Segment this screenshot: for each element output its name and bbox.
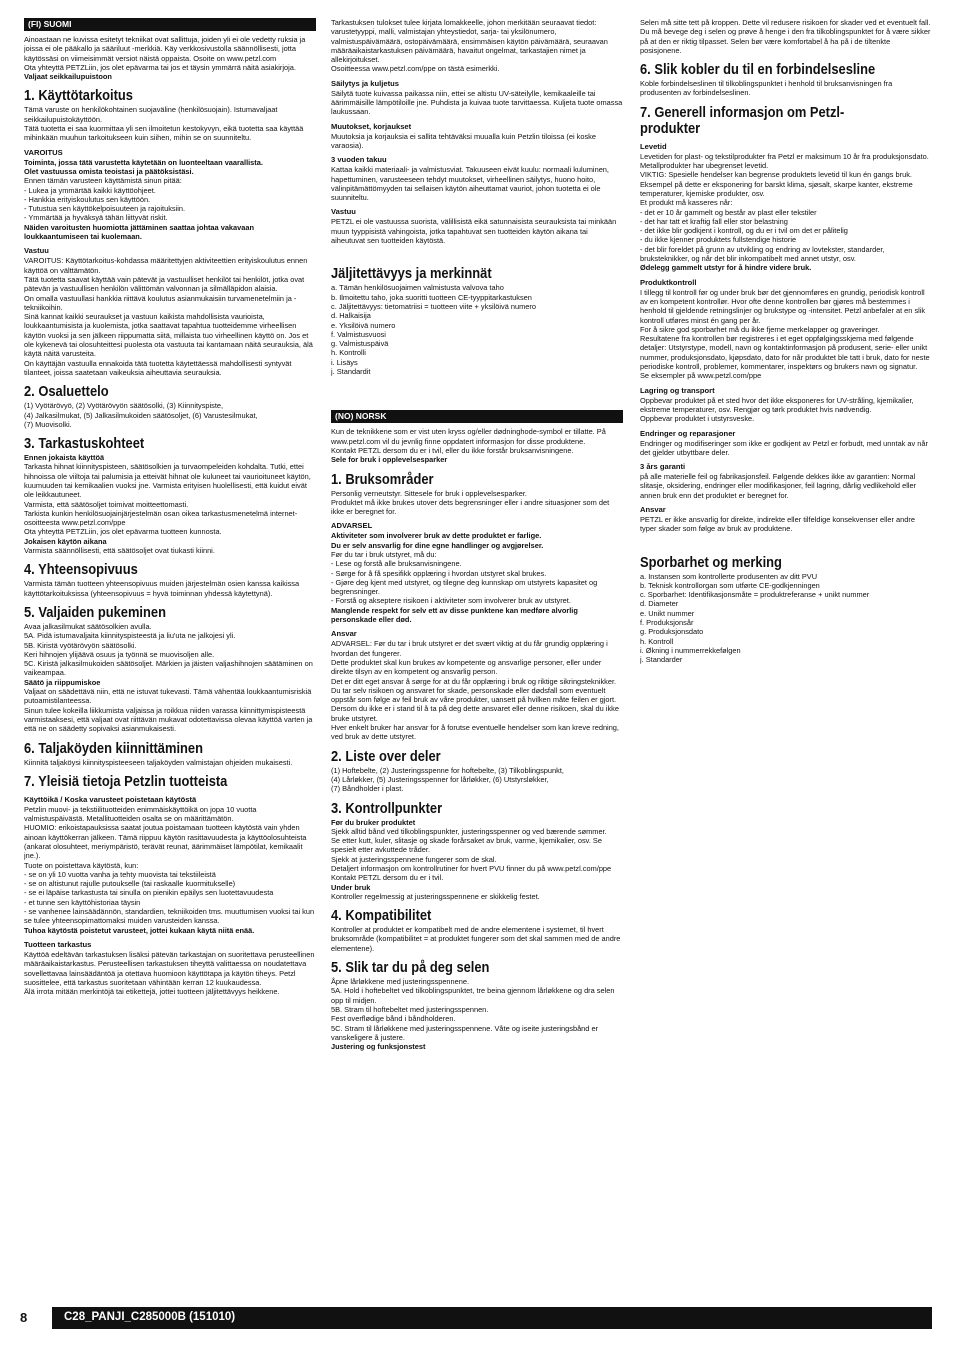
text-levetid: Levetiden for plast- og tekstilprodukter fra Petzl er maksimum 10 år fra produksjonsdato. Metallprodukter har ubegrenset levetid. VIKTIG: Spesielle hendelser kan begrense produktets levetid til kun én gangs bruk. Eksempel på dette er eksponering for barskt klima, sjøsalt, skarpe kanter, ekstreme temperaturer, kjemiske produkter, osv. Et produkt må kasseres når: - det er 10 år gammelt og består av plast eller tekstiler - det har tatt et kraftig fall eller stor belastning - det ikke blir godkjent i kontroll, og du er i tvil om det er pålitelig - du ikke kjenner produktets fullstendige historie - det blir foreldet på grunn av utvikling og endring av lovtekster, standarder, bruksteknikker, og når det blir inkompatibelt med annet utstyr, osv. — [640, 151, 929, 264]
text-ansvar-no: PETZL er ikke ansvarlig for direkte, indirekte eller tilfeldige konsekvenser eller andre typer skader som følge av bruk av produktene. — [640, 514, 915, 534]
text-vastuu: VAROITUS: Käyttötarkoitus-kohdassa määritettyjen aktiviteettien erityiskoulutus ennen käyttöä on välttämätön. Tätä tuotetta saavat käyttää vain pätevät ja vastuulliset henkilöt tai henkilöt, jotka ovat pätevän ja vastuullisen henkilön välittömän valvonnan ja silmälläpidon alaisia. On omalla vastuullasi hankkia riittävä koulutus asianmukaisiin turvamenetelmiin ja -tekniikoihin. Sinä kannat kaikki seuraukset ja vastuun kaikista mahdollisista vaurioista, loukkaantumisista ja kuolemista, jotka saattavat tapahtua tuotteidemme virheellisen käytön vuoksi ja sen jälkeen riippumatta siitä, millaista tuo virheellinen käyttö on. Jos et ole kykenevä tai olosuhteittesi puolesta ota vastuuta tai kantamaan näitä seurauksia, älä käytä näitä varusteita. On käyttäjän vastuulla ennakoida tätä tuotetta käytettäessä mahdollisesti syntyvät tilanteet, joissa saatetaan vaikeuksia aiheuttavia seurauksia. — [24, 256, 313, 377]
intro-bold: Valjaat seikkailupuistoon — [24, 72, 112, 82]
text-tuotteen-tarkastus: Käyttöä edeltävän tarkastuksen lisäksi pätevän tarkastajan on suoritettava perusteellinen määräaikaistarkastus. Perusteellisen tarkastuksen tiheyttä valittaessa on noudatettava sovellettavaa lainsäädäntöä ja otettava huomioon käyttötapa ja käytön tiheys. Petzl suosittelee, että tarkastus suoritetaan vähintään kerran 12 kuukaudessa. Älä irrota mitään merkintöjä tai etikettejä, jottei tuotteen jäljitettävyys heikkene. — [24, 949, 315, 997]
page-footer — [20, 1307, 932, 1329]
subheading-levetid: Levetid — [640, 141, 667, 151]
heading-kayttotarkoitus: 1. Käyttötarkoitus — [24, 87, 133, 105]
subheading-advarsel: ADVARSEL — [331, 521, 373, 531]
bold-saato: Säätö ja riippumiskoe — [24, 677, 101, 687]
text-valjaiden-pukeminen: Avaa jalkasilmukat säätösolkien avulla. 5A. Pidä istumavaljaita kiinnityspisteestä ja liu'uta ne jalkojesi yli. 5B. Kiristä vyötärövyön säätösolki. Keri hihnojen ylijäävä osuus ja työnnä se muovisoljen alle. 5C. Kiristä jalkasilmukoiden säätösoljet. Märkien ja jäisten valjashihnojen säätäminen on vaikeampaa. — [24, 621, 313, 678]
section-band-norsk: (NO) NORSK — [331, 410, 623, 423]
intro-bold-no: Sele for bruk i opplevelsesparker — [331, 455, 448, 465]
heading-tarkastuskohteet: 3. Tarkastuskohteet — [24, 435, 145, 453]
text-tarkastuksen-tulokset: Tarkastuksen tulokset tulee kirjata lomakkeelle, johon merkitään seuraavat tiedot: varustetyyppi, malli, valmistajan yhteystiedot, sarja- tai yksilönumero, valmistuspäivämäärä, ostopäivämäärä, ensimmäisen käytön päivämäärä, seuraavan määräaikaistarkastuksen päivämäärä, havaitut ongelmat, tarkastajien nimet ja allekirjoitukset. Osoitteessa www.petzl.com/ppe on tästä esimerkki. — [331, 18, 608, 74]
text-sailytys: Säilytä tuote kuivassa paikassa niin, ettei se altistu UV-säteilylle, kemikaaleille tai äärimmäisille lämpötiloille jne. Puhdista ja kuivaa tuote tarvittaessa. Kuljeta tuote omassa laukussaan. — [331, 88, 623, 117]
column-finnish — [24, 18, 316, 1293]
bold-ennen-kayttoa: Ennen jokaista käyttöä — [24, 453, 105, 463]
bold-justering: Justering og funksjonstest — [331, 1042, 426, 1052]
subheading-vastuu: Vastuu — [24, 246, 49, 256]
bold-tuhoa: Tuhoa käytöstä poistetut varusteet, jottei kukaan käytä niitä enää. — [24, 925, 255, 935]
text-selen: Selen må sitte tett på kroppen. Dette vil redusere risikoen for skader ved et eventuelt fall. Du må bevege deg i selen og prøve å henge i den fra tilkoblingspunktet for å være sikker på at den er riktig tilpasset. Selen bør være komfortabel å ha på i de tiltenkte posisjonene. — [640, 18, 931, 55]
section-band-finnish: (FI) SUOMI — [24, 18, 316, 31]
heading-forbindelsesline: 6. Slik kobler du til en forbindelsesline — [640, 61, 876, 79]
bold-for-bruk: Før du bruker produktet — [331, 817, 416, 827]
heading-slik-tar-du-pa: 5. Slik tar du på deg selen — [331, 959, 490, 977]
intro-text: Ainoastaan ne kuvissa esitetyt tekniikat ovat sallittuja, joiden yli ei ole vedetty ruksia ja joissa ei ole pääkallo ja sääriluut -merkkiä. Käy verkkosivustolla säännöllisesti, jotta käytössäsi on viimeisimmät versiot näistä oppaista. Osoite on www.petzl.com Ota yhteyttä PETZLiin, jos olet epävarma tai jos et täysin ymmärrä näitä asiakirjoja. — [24, 35, 306, 72]
text-kayttoika: Petzlin muovi- ja tekstiilituotteiden enimmäiskäyttöikä on jopa 10 vuotta valmistuspäivästä. Metallituotteiden osalta se on määrittämätön. HUOMIO: erikoistapauksissa saatat joutua poistamaan tuotteen käytöstä vain yhden ainoan käyttökerran jälkeen. Tämä riippuu käytön rasittavuudesta ja käyttöolosuhteista (ankarat olosuhteet, meriympäristö, terävät reunat, äärimmäiset lämpötilat, kemikaalit jne.). Tuote on poistettava käytöstä, kun: - se on yli 10 vuotta vanha ja tehty muovista tai tekstiileistä - se on altistunut rajulle putoukselle (tai raskaalle kuormitukselle) - se ei läpäise tarkastusta tai sinulla on pienikin epäilys sen luotettavuudesta - et tunne sen käyttöhistoriaa täysin - se vanhenee lainsäädännön, standardien, tekniikoiden tms. muuttumisen vuoksi tai kun se tulee yhteensopimattomaksi muiden varusteiden kanssa. — [24, 804, 315, 926]
text-tarkastuskohteet: Tarkasta hihnat kiinnityspisteen, säätösolkien ja turvaompeleiden kohdalta. Tutki, ettei hihnoissa ole viiltoja tai palumisia ja etteivät hihnat ole kuluneet tai vaurioituneet käytön, kuumuuden tai kemikaalien vuoksi jne. Varmista erityisen huolellisesti, että kuidut eivät ole leikkautuneet. Varmista, että säätösoljet toimivat moitteettomasti. Tarkista kunkin henkilösuojainjärjestelmän osan oikea tarkastusmenetelmä internet-osoitteesta www.petzl.com/ppe Ota yhteyttä PETZLiin, jos olet epävarma tuotteen kunnosta. — [24, 462, 311, 537]
bold-odelegg: Ødelegg gammelt utstyr for å hindre videre bruk. — [640, 263, 812, 273]
warning-bold-no-1: Aktiviteter som involverer bruk av dette produktet er farlige. Du er selv ansvarlig for dine egne handlinger og avgjørelser. — [331, 531, 544, 550]
text-bruksomrader: Personlig verneutstyr. Sittesele for bruk i opplevelsesparker. Produktet må ikke brukes utover dets begrensninger eller i andre situasjoner som det ikke er beregnet for. — [331, 488, 610, 517]
subheading-garanti: 3 års garanti — [640, 462, 686, 472]
text-saato: Valjaat on säädettävä niin, että ne istuvat tukevasti. Tämä vähentää loukkaantumisriskiä putoamistilanteessa. Sinun tulee kokeilla liikkumista valjaissa ja roikkua niiden varassa kiinnittymispisteestä varmistaaksesi, että valjaat ovat riittävän mukavat odotettavissa olevaa käyttöä varten ja että ne on säädetty sopivaksi asianmukaisesti. — [24, 687, 313, 734]
subheading-sailytys: Säilytys ja kuljetus — [331, 78, 399, 88]
column-middle — [331, 18, 623, 1278]
text-vastuu-2: PETZL ei ole vastuussa suorista, välillisistä eikä satunnaisista seurauksista tai minkään muun tyyppisistä vahingoista, jotka tapahtuvat sen tuotteiden käytön aikana tai aiheutuvat sen tuotteiden käytöstä. — [331, 217, 617, 246]
heading-jaljitettavyys: Jäljitettävyys ja merkinnät — [331, 265, 492, 283]
subheading-muutokset: Muutokset, korjaukset — [331, 121, 412, 131]
subheading-takuu: 3 vuoden takuu — [331, 155, 387, 165]
subheading-ansvar: Ansvar — [331, 629, 357, 639]
subheading-tuotteen-tarkastus: Tuotteen tarkastus — [24, 939, 92, 949]
warning-text: Ennen tämän varusteen käyttämistä sinun pitää: - Lukea ja ymmärtää kaikki käyttöohjeet. - Hankkia erityiskoulutus sen käyttöön. - Tutustua sen käyttökelpoisuuteen ja rajoituksiin. - Ymmärtää ja hyväksyä tähän liittyvät riskit. — [24, 176, 186, 223]
text-garanti: på alle materielle feil og fabrikasjonsfeil. Følgende dekkes ikke av garantien: Normal slitasje, oksidering, endringer eller modifikasjoner, feil lagring, dårlig vedlikehold eller annen bruk enn det produktet er beregnet for. — [640, 472, 917, 500]
warning-bold-1: Toiminta, jossa tätä varustetta käytetään on luonteeltaan vaarallista. Olet vastuussa omista teoistasi ja päätöksistäsi. — [24, 157, 263, 176]
heading-liste-over-deler: 2. Liste over deler — [331, 747, 441, 765]
intro-text-no: Kun de teknikkene som er vist uten kryss og/eller dødninghode-symbol er tillatte. På www.petzl.com vil du jevnlig finne oppdatert informasjon for disse produktene. Kontakt PETZL dersom du er i tvil, eller du ikke forstår bruksanvisningene. — [331, 427, 606, 455]
text-forbindelsesline: Koble forbindelseslinen til tilkoblingspunktet i henhold til bruksanvisningen fra produsenten av forbindelseslinen. — [640, 79, 893, 98]
heading-sporbarhet: Sporbarhet og merking — [640, 553, 782, 571]
warning-text-no: Før du tar i bruk utstyret, må du: - Lese og forstå alle bruksanvisningene. - Sørge for å få spesifikk opplæring i hvordan utstyret skal brukes. - Gjøre deg kjent med utstyret, og tilegne deg kunnskap om utstyrets kapasitet og begrensninger. - Forstå og akseptere risikoen i aktiviteter som involverer bruk av utstyret. — [331, 549, 598, 606]
text-produktkontroll: I tillegg til kontroll før og under bruk bør det gjennomføres en grundig, periodisk kontroll av en kompetent kontrollør. Hvor ofte denne kontrollen bør gjøres må bestemmes i henhold til gjeldende retningslinjer og brukstype og -intensitet. Petzl anbefaler at en slik kontroll utføres minst én gang per år. For å sikre god sporbarhet må du ikke fjerne merkelapper og graveringer. Resultatene fra kontrollen bør registreres i et eget oppfølgingsskjema med følgende detaljer: Utstyrstype, modell, navn og kontaktinformasjon på produsent, serie- eller unikt nummer, produksjonsdato, kjøpsdato, dato for når produktet ble tatt i bruk, dato for neste periodiske kontroll, problemer, kommentarer, inspektørs og brukers navn og signatur. Se eksempler på www.petzl.com/ppe — [640, 287, 930, 381]
heading-taljakoyden: 6. Taljaköyden kiinnittäminen — [24, 739, 203, 757]
heading-yhteensopivuus: 4. Yhteensopivuus — [24, 561, 138, 579]
heading-kompatibilitet: 4. Kompatibilitet — [331, 907, 432, 925]
subheading-ansvar-no: Ansvar — [640, 504, 666, 514]
subheading-lagring: Lagring og transport — [640, 385, 715, 395]
text-yhteensopivuus: Varmista tämän tuotteen yhteensopivuus muiden järjestelmän osien kanssa kaikissa käyttötarkoituksissa (yhteensopivuus = hyvä toiminnan yhdessä käytettynä). — [24, 579, 300, 598]
heading-bruksomrader: 1. Bruksområder — [331, 470, 434, 488]
subheading-vastuu-2: Vastuu — [331, 207, 356, 217]
heading-yleisia-tietoja: 7. Yleisiä tietoja Petzlin tuotteista — [24, 772, 228, 790]
text-kontrollpunkter: Sjekk alltid bånd ved tilkoblingspunkter, justeringsspenner og ved bærende sømmer. Se etter kutt, kuler, slitasje og skade forårsaket av bruk, varme, kjemikalier, osv. Se spesielt etter avkuttede tråder. Sjekk at justeringsspennene fungerer som de skal. Detaljert informasjon om kontrollrutiner for hvert PVU finner du på www.petzl.com/ppe Kontakt PETZL dersom du er i tvil. — [331, 826, 612, 883]
text-slik-tar-du-pa: Åpne lårløkkene med justeringsspennene. 5A. Hold i hoftebeltet ved tilkoblingspunktet, tre beina gjennom lårløkkene og dra selen opp til midjen. 5B. Stram til hoftebeltet med justeringsspennen. Fest overflødige bånd i båndholderen. 5C. Stram til lårløkkene med justeringsspennene. Våte og iseite justeringsbånd er vanskeligere å justere. — [331, 977, 615, 1042]
document-code: C28_PANJI_C285000B (151010) — [64, 1311, 236, 1323]
heading-generell-informasjon: 7. Generell informasjon om Petzl-produkter — [640, 103, 845, 137]
text-osaluettelo: (1) Vyötärövyö, (2) Vyötärövyön säätösolki, (3) Kiinnityspiste, (4) Jalkasilmukat, (5) Jalkasilmukoiden säätösoljet, (6) Varustesilmukat, (7) Muovisolki. — [24, 401, 258, 429]
text-liste-over-deler: (1) Hoftebelte, (2) Justeringsspenne for hoftebelte, (3) Tilkoblingspunkt, (4) Lårløkker, (5) Justeringsspenner for lårløkker, (6) Utstyrsløkker, (7) Båndholder i plast. — [331, 765, 564, 794]
heading-osaluettelo: 2. Osaluettelo — [24, 383, 109, 401]
subheading-kayttoika: Käyttöikä / Koska varusteet poistetaan käytöstä — [24, 794, 197, 804]
text-kayton-aikana: Varmista säännöllisesti, että säätösoljet ovat tiukasti kiinni. — [24, 546, 215, 556]
bold-kayton-aikana: Jokaisen käytön aikana — [24, 536, 107, 546]
text-jaljitettavyys: a. Tämän henkilösuojaimen valmistusta valvova taho b. Ilmoitettu taho, joka suoritti tuotteen CE-tyyppitarkastuksen c. Jäljitettävyys: tietomatriisi = tuotteen viite + yksilöivä numero d. Halkaisija e. Yksilöivä numero f. Valmistusvuosi g. Valmistuspäivä h. Kontrolli i. Lisäys j. Standardit — [331, 283, 536, 377]
subheading-endringer: Endringer og reparasjoner — [640, 428, 736, 438]
text-lagring: Oppbevar produktet på et sted hvor det ikke eksponeres for UV-stråling, kjemikalier, ekstreme temperaturer, osv. Rengjør og tørk produktet hvis nødvendig. Oppbevar produktet i utstyrsveske. — [640, 395, 914, 424]
text-under-bruk: Kontroller regelmessig at justeringsspennene er skikkelig festet. — [331, 891, 540, 901]
text-takuu: Kattaa kaikki materiaali- ja valmistusviat. Takuuseen eivät kuulu: normaali kuluminen, hapettuminen, varusteeseen tehdyt muutokset, virheellinen säilytys, huono hoito, välinpitämättömyyden tai sellaisen käytön aiheuttamat vauriot, johon tuotetta ei ole suunniteltu. — [331, 165, 609, 203]
warning-bold-no-2: Manglende respekt for selv ett av disse punktene kan medføre alvorlig personskade eller død. — [331, 605, 578, 625]
subheading-produktkontroll: Produktkontroll — [640, 277, 697, 287]
page-number: 8 — [20, 1310, 28, 1325]
warning-bold-2: Näiden varoitusten huomiotta jättäminen saattaa johtaa vakavaan loukkaantumiseen tai kuolemaan. — [24, 222, 254, 242]
subheading-varoitus: VAROITUS — [24, 147, 63, 157]
column-right — [640, 18, 932, 1258]
heading-valjaiden-pukeminen: 5. Valjaiden pukeminen — [24, 603, 166, 621]
text-endringer: Endringer og modifiseringer som ikke er godkjent av Petzl er forbudt, med unntak av når det gjelder utbyttbare deler. — [640, 438, 928, 457]
heading-kontrollpunkter: 3. Kontrollpunkter — [331, 799, 443, 817]
text-kompatibilitet: Kontroller at produktet er kompatibelt med de andre elementene i systemet, til hvert bruksområde (kompatibilitet = at produktet fungerer som det skal sammen med de andre elementene). — [331, 925, 621, 953]
text-taljakoyden: Kiinnitä taljaköysi kiinnityspisteeseen taljaköyden valmistajan ohjeiden mukaisesti. — [24, 757, 293, 767]
footer-bar — [52, 1307, 932, 1329]
bold-under-bruk: Under bruk — [331, 882, 371, 892]
text-sporbarhet: a. Instansen som kontrollerte produsenten av ditt PVU b. Teknisk kontrollorgan som utførte CE-godkjenningen c. Sporbarhet: Identifikasjonsmåte = produktreferanse + unikt nummer d. Diameter e. Unikt nummer f. Produksjonsår g. Produksjonsdato h. Kontroll i. Økning i nummerrekkefølgen j. Standarder — [640, 571, 870, 665]
text-muutokset: Muutoksia ja korjauksia ei sallita tehtäväksi muualla kuin Petzlin tiloissa (ei koske varaosia). — [331, 131, 596, 150]
text-kayttotarkoitus: Tämä varuste on henkilökohtainen suojaväline (henkilösuojain). Istumavaljaat seikkailupuistokäyttöön. Tätä tuotetta ei saa kuormittaa yli sen ilmoitetun kestokyvyn, eikä tuotetta saa käyttää mihinkään muuhun tarkoitukseen kuin siihen, mihin se on suunniteltu. — [24, 105, 304, 143]
text-ansvar: ADVARSEL: Før du tar i bruk utstyret er det svært viktig at du får grundig opplæring i hvordan det fungerer. Dette produktet skal kun brukes av kompetente og ansvarlige personer, eller under direkte tilsyn av en kompetent og ansvarlig person. Det er ditt eget ansvar å sørge for at du får opplæring i bruk og riktige sikringsteknikker. Du tar selv risikoen og ansvaret for skade, personskade eller dødsfall som eventuelt oppstår som følge av feil bruk av våre produkter, uansett på hvilken måte feilen er gjort. Dersom du ikke er i stand til å ta på deg dette ansvaret eller denne risikoen, skal du ikke bruke utstyret. Hver enkelt bruker har ansvar for å forutse eventuelle hendelser som kan kreve redning, ved bruk av dette utstyret. — [331, 639, 619, 742]
